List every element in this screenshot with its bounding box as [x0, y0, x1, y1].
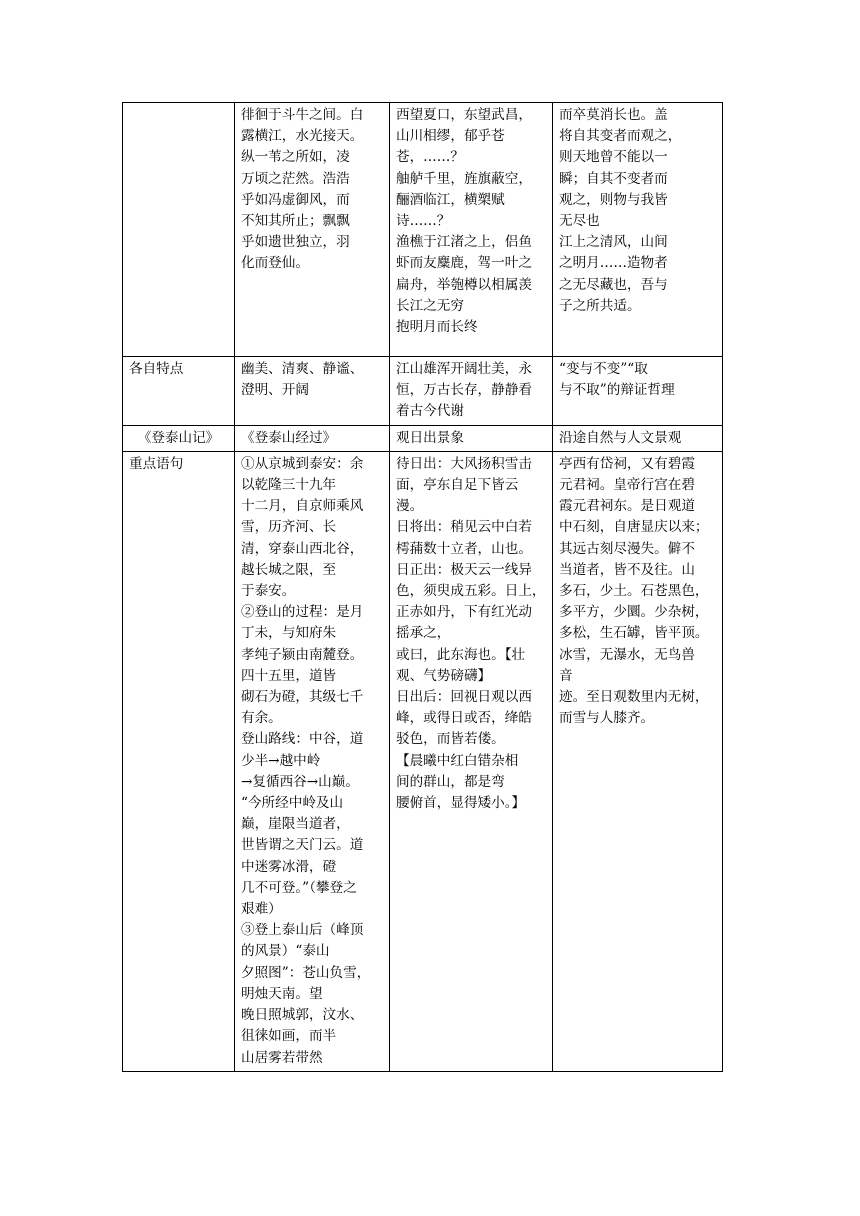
text-line: 驳色，而皆若偻。 — [396, 731, 505, 748]
text-line: 山川相缪，郁乎苍 — [396, 128, 505, 145]
text-line: →复循西谷→山巅。 — [241, 773, 359, 790]
text-line: 明烛天南。望 — [241, 985, 323, 1002]
text-line: 漫。 — [396, 498, 424, 515]
text-line: 有余。 — [241, 710, 282, 727]
text-line: 元君祠。皇帝行宫在碧 — [559, 477, 695, 494]
text-line: 巅，崖限当道者， — [241, 816, 350, 833]
text-line: 沿途自然与人文景观 — [559, 429, 682, 446]
text-line: 重点语句 — [129, 455, 184, 472]
text-line: 登山路线：中谷，道 — [241, 731, 364, 748]
row1-col3-cell — [390, 103, 553, 357]
text-line: 万顷之茫然。浩浩 — [241, 170, 350, 187]
text-line: 艰难） — [241, 901, 282, 918]
text-line: “变与不变”“取 — [559, 361, 648, 377]
text-line: 各自特点 — [129, 361, 184, 377]
text-line: 抱明月而长终 — [396, 319, 478, 336]
text-line: 待日出：大风扬积雪击 — [396, 455, 532, 472]
text-line: 清，穿泰山西北谷， — [241, 540, 364, 557]
table-row — [123, 451, 723, 1071]
text-line: 间的群山，都是弯 — [396, 773, 505, 790]
text-line: 音 — [559, 667, 573, 684]
text-line: 纵一苇之所如，凌 — [241, 149, 350, 166]
text-line: 霞元君祠东。是日观道 — [559, 498, 695, 515]
text-line: 多松，生石罅，皆平顶。 — [559, 625, 709, 642]
table-row — [123, 425, 723, 451]
text-line: 雪，历齐河、长 — [241, 519, 337, 536]
table-row — [123, 357, 723, 426]
text-line: 日正出：极天云一线异 — [396, 561, 532, 578]
text-line: 或曰，此东海也。【壮 — [396, 646, 526, 663]
text-line: 《登泰山经过》 — [241, 429, 337, 446]
text-line: 迹。至日观数里内无树， — [559, 689, 709, 706]
text-line: 则天地曾不能以一 — [559, 149, 668, 166]
text-line: 渔樵于江渚之上，侣鱼 — [396, 234, 532, 251]
text-line: “今所经中岭及山 — [241, 795, 344, 812]
text-line: 苍，……？ — [396, 149, 464, 166]
table-row — [123, 103, 723, 357]
text-line: 的风景）“泰山 — [241, 943, 330, 960]
text-line: 峰，或得日或否，绛皓 — [396, 710, 532, 727]
text-line: 色，须臾成五彩。日上， — [396, 583, 546, 600]
text-line: 《登泰山记》 — [137, 429, 220, 446]
text-line: 而卒莫消长也。盖 — [559, 107, 668, 123]
text-line: 澄明、开阔 — [241, 382, 309, 399]
text-line: 西望夏口，东望武昌， — [396, 107, 532, 123]
text-line: 观日出景象 — [396, 429, 464, 446]
row1-col1-cell — [123, 103, 235, 357]
notes-table — [122, 102, 723, 1072]
text-line: 世皆谓之天门云。道 — [241, 837, 364, 854]
text-line: 而雪与人膝齐。 — [559, 710, 655, 727]
text-line: 日将出：稍见云中白若 — [396, 519, 532, 536]
text-line: 观、气势磅礴】 — [396, 667, 492, 684]
text-line: 观之，则物与我皆 — [559, 191, 668, 208]
text-line: 摇承之， — [396, 625, 451, 642]
text-line: 徘徊于斗牛之间。白 — [241, 107, 364, 123]
text-line: 恒，万古长存，静静看 — [396, 382, 532, 399]
text-line: 之无尽藏也，吾与 — [559, 276, 668, 293]
text-line: 扁舟，举匏樽以相属羡 — [396, 276, 532, 293]
text-line: 乎如遗世独立，羽 — [241, 234, 350, 251]
text-line: 晚日照城郭，汶水、 — [241, 1007, 364, 1024]
landscape-cell — [553, 451, 723, 1071]
text-line: 诗……？ — [396, 213, 451, 230]
text-line: 几不可登。”（攀登之 — [241, 879, 357, 896]
text-line: 丁未，与知府朱 — [241, 625, 337, 642]
sunrise-scene-cell — [390, 451, 553, 1071]
text-line: 露横江，水光接天。 — [241, 128, 364, 145]
row-label-features — [123, 357, 235, 426]
text-line: 腰俯首，显得矮小。】 — [396, 795, 526, 812]
text-line: 幽美、清爽、静谧、 — [241, 361, 364, 377]
text-line: 江上之清风，山间 — [559, 234, 668, 251]
text-line: 正赤如丹，下有红光动 — [396, 604, 532, 621]
text-line: 十二月，自京师乘风 — [241, 498, 364, 515]
text-line: 瞬；自其不变者而 — [559, 170, 668, 187]
text-line: 亭西有岱祠，又有碧霞 — [559, 455, 695, 472]
row1-col2-cell — [235, 103, 390, 357]
text-line: 酾酒临江，横槊赋 — [396, 191, 505, 208]
text-line: 化而登仙。 — [241, 255, 309, 272]
text-line: 当道者，皆不及往。山 — [559, 561, 695, 578]
text-line: 其远古刻尽漫失。僻不 — [559, 540, 695, 557]
row2-col2-cell — [235, 357, 390, 426]
text-line: 樗蒱数十立者，山也。 — [396, 540, 532, 557]
text-line: 多平方，少圜。少杂树， — [559, 604, 709, 621]
text-line: 砌石为磴，其级七千 — [241, 689, 364, 706]
text-line: 将自其变者而观之， — [559, 128, 682, 145]
row-label-key-sentences — [123, 451, 235, 1071]
text-line: 夕照图”：苍山负雪， — [241, 964, 371, 981]
row2-col3-cell — [390, 357, 553, 426]
text-line: 中石刻，自唐显庆以来； — [559, 519, 709, 536]
text-line: 孝纯子颍由南麓登。 — [241, 646, 364, 663]
text-line: 多石，少土。石苍黑色， — [559, 583, 709, 600]
section-heading-cell — [235, 425, 390, 451]
text-line: 舳舻千里，旌旗蔽空， — [396, 170, 532, 187]
text-line: 虾而友麋鹿，驾一叶之 — [396, 255, 532, 272]
text-line: 着古今代谢 — [396, 403, 464, 420]
text-line: 越长城之限，至 — [241, 561, 337, 578]
text-line: 与不取”的辩证哲理 — [559, 382, 675, 399]
text-line: 四十五里，道皆 — [241, 667, 337, 684]
row2-col4-cell — [553, 357, 723, 426]
text-line: 山居雾若带然 — [241, 1049, 323, 1066]
text-line: 日出后：回视日观以西 — [396, 689, 532, 706]
section-heading-cell — [390, 425, 553, 451]
text-line: 长江之无穷 — [396, 297, 464, 314]
row1-col4-cell — [553, 103, 723, 357]
text-line: 【晨曦中红白错杂相 — [396, 752, 519, 769]
row-label-title — [123, 425, 235, 451]
text-line: 江山雄浑开阔壮美，永 — [396, 361, 532, 377]
text-line: 于泰安。 — [241, 583, 296, 600]
text-line: 乎如冯虚御风，而 — [241, 191, 350, 208]
text-line: 以乾隆三十九年 — [241, 477, 337, 494]
section-heading-cell — [553, 425, 723, 451]
text-line: 面，亭东自足下皆云 — [396, 477, 519, 494]
text-line: 之明月……造物者 — [559, 255, 668, 272]
text-line: 子之所共适。 — [559, 297, 641, 314]
text-line: 徂徕如画，而半 — [241, 1028, 337, 1045]
text-line: ②登山的过程：是月 — [241, 604, 364, 621]
text-line: 中迷雾冰滑，磴 — [241, 858, 337, 875]
climb-process-cell — [235, 451, 390, 1071]
text-line: ①从京城到泰安：余 — [241, 455, 364, 472]
text-line: 冰雪，无瀑水，无鸟兽 — [559, 646, 695, 663]
text-line: ③登上泰山后（峰顶 — [241, 922, 364, 939]
text-line: 少半→越中岭 — [241, 752, 321, 769]
text-line: 无尽也 — [559, 213, 600, 230]
text-line: 不知其所止；飘飘 — [241, 213, 350, 230]
